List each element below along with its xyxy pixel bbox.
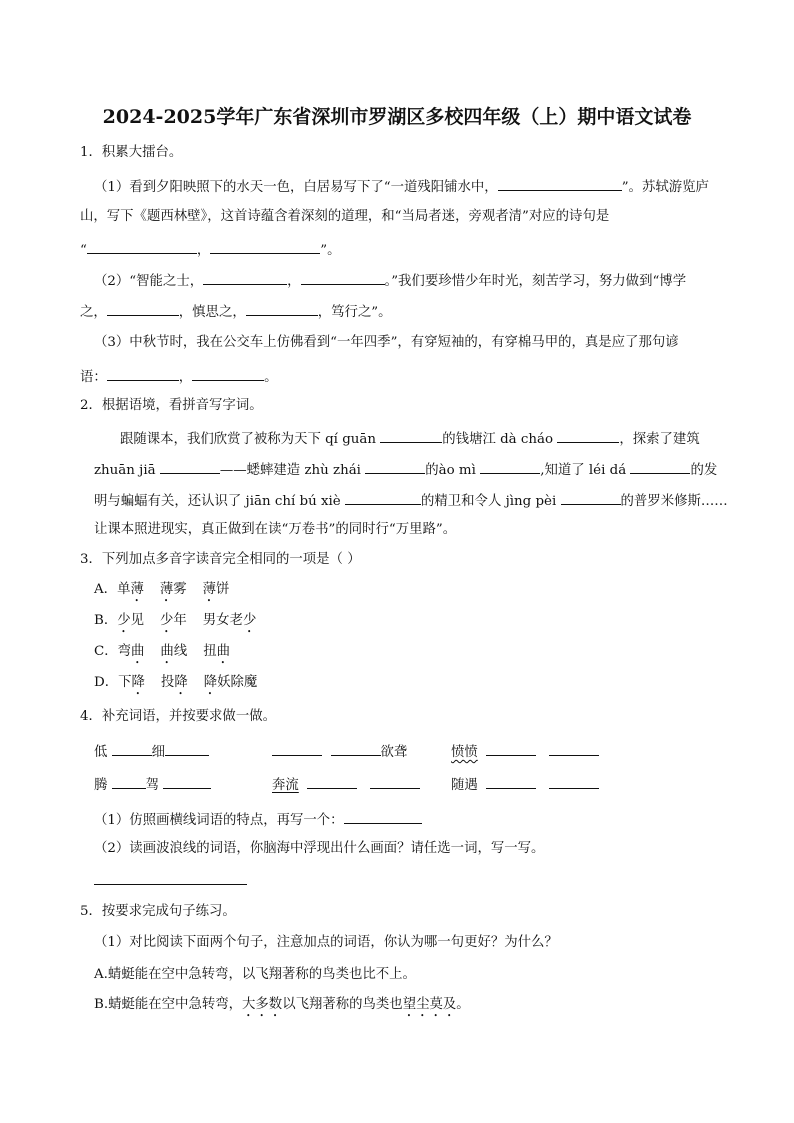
- answer-blank[interactable]: [192, 366, 264, 381]
- answer-blank[interactable]: [480, 459, 540, 474]
- answer-blank[interactable]: [87, 239, 197, 254]
- answer-blank[interactable]: [486, 774, 536, 789]
- question-2-heading: 2．根据语境，看拼音写字词。: [80, 398, 263, 413]
- answer-blank[interactable]: [344, 809, 422, 824]
- q4-word-6: 随遇: [451, 774, 599, 795]
- answer-blank[interactable]: [557, 428, 619, 443]
- answer-blank[interactable]: [630, 459, 690, 474]
- q4-word-1: 低 细: [94, 741, 209, 762]
- answer-line[interactable]: [94, 884, 247, 885]
- q2-line2: zhuān jiā ——蟋蟀建造 zhù zhái 的ào mì ,知道了 léi dá 的发: [94, 459, 717, 480]
- answer-blank[interactable]: [107, 301, 179, 316]
- q1-part1-line2: 山，写下《题西林壁》，这首诗蕴含着深刻的道理，和“当局者迷，旁观者清”对应的诗句是: [80, 209, 610, 224]
- option-c[interactable]: C．弯曲 曲线 扭曲: [94, 644, 230, 659]
- answer-blank[interactable]: [498, 176, 622, 191]
- q1-part2-line2: 之， ，慎思之， ，笃行之”。: [80, 301, 392, 322]
- question-3-heading: 3．下列加点多音字读音完全相同的一项是（ ）: [80, 552, 361, 567]
- q5-sentence-a: A.蜻蜓能在空中急转弯，以飞翔著称的鸟类也比不上。: [94, 967, 416, 982]
- q1-part3-line2: 语： ， 。: [80, 366, 278, 387]
- q2-line4: 让课本照进现实，真正做到在读“万卷书”的同时行“万里路”。: [94, 522, 457, 537]
- q2-line3: 明与蝙蝠有关，还认识了 jiān chí bú xiè 的精卫和令人 jìng pèi 的普罗米修斯……: [94, 490, 728, 511]
- q4-word-2: 欲聋: [272, 741, 407, 762]
- answer-blank[interactable]: [380, 428, 442, 443]
- option-d[interactable]: D．下降 投降 降妖除魔: [94, 675, 258, 690]
- answer-blank[interactable]: [112, 741, 152, 756]
- answer-blank[interactable]: [301, 270, 385, 285]
- answer-blank[interactable]: [163, 774, 211, 789]
- answer-blank[interactable]: [203, 270, 287, 285]
- answer-blank[interactable]: [210, 239, 320, 254]
- question-1-heading: 1．积累大擂台。: [80, 145, 183, 160]
- q4-word-4: 腾 驾: [94, 774, 211, 795]
- q2-line1: 跟随课本，我们欣赏了被称为天下 qí guān 的钱塘江 dà cháo ，探索了建筑: [120, 428, 700, 449]
- answer-blank[interactable]: [331, 741, 381, 756]
- option-b[interactable]: B．少见 少年 男女老少: [94, 613, 257, 628]
- q4-sub-1: （1）仿照画横线词语的特点，再写一个：: [94, 809, 422, 830]
- answer-blank[interactable]: [307, 774, 357, 789]
- answer-blank[interactable]: [112, 774, 146, 789]
- answer-blank[interactable]: [365, 459, 425, 474]
- q1-part2-line1: （2）“智能之士， ， 。”我们要珍惜少年时光，刻苦学习，努力做到“博学: [94, 270, 686, 291]
- q4-word-5: 奔流: [272, 774, 420, 795]
- answer-blank[interactable]: [160, 459, 220, 474]
- option-a[interactable]: A．单薄 薄雾 薄饼: [94, 582, 230, 597]
- answer-blank[interactable]: [107, 366, 179, 381]
- q4-word-3: 愤愤: [451, 741, 599, 762]
- answer-blank[interactable]: [549, 741, 599, 756]
- q1-part1-line1: （1）看到夕阳映照下的水天一色，白居易写下了“一道残阳铺水中， ”。苏轼游览庐: [94, 176, 709, 197]
- answer-blank[interactable]: [486, 741, 536, 756]
- answer-blank[interactable]: [165, 741, 209, 756]
- answer-blank[interactable]: [370, 774, 420, 789]
- question-4-heading: 4．补充词语，并按要求做一做。: [80, 709, 276, 724]
- q1-part3-line1: （3）中秋节时，我在公交车上仿佛看到“一年四季”，有穿短袖的，有穿棉马甲的，真是应了那句谚: [94, 335, 679, 350]
- answer-blank[interactable]: [246, 301, 318, 316]
- answer-blank[interactable]: [549, 774, 599, 789]
- answer-blank[interactable]: [272, 741, 322, 756]
- answer-blank[interactable]: [345, 490, 421, 505]
- question-5-heading: 5．按要求完成句子练习。: [80, 904, 236, 919]
- q1-part1-line3: “ ， ”。: [80, 239, 341, 260]
- q5-sub-1: （1）对比阅读下面两个句子，注意加点的词语，你认为哪一句更好？为什么？: [94, 935, 558, 950]
- answer-blank[interactable]: [561, 490, 621, 505]
- q4-sub-2: （2）读画波浪线的词语，你脑海中浮现出什么画面？请任选一词，写一写。: [94, 841, 545, 856]
- q5-sentence-b: B.蜻蜓能在空中急转弯，大多数以飞翔著称的鸟类也望尘莫及。: [94, 997, 470, 1012]
- page-title: 2024-2025学年广东省深圳市罗湖区多校四年级（上）期中语文试卷: [102, 106, 692, 128]
